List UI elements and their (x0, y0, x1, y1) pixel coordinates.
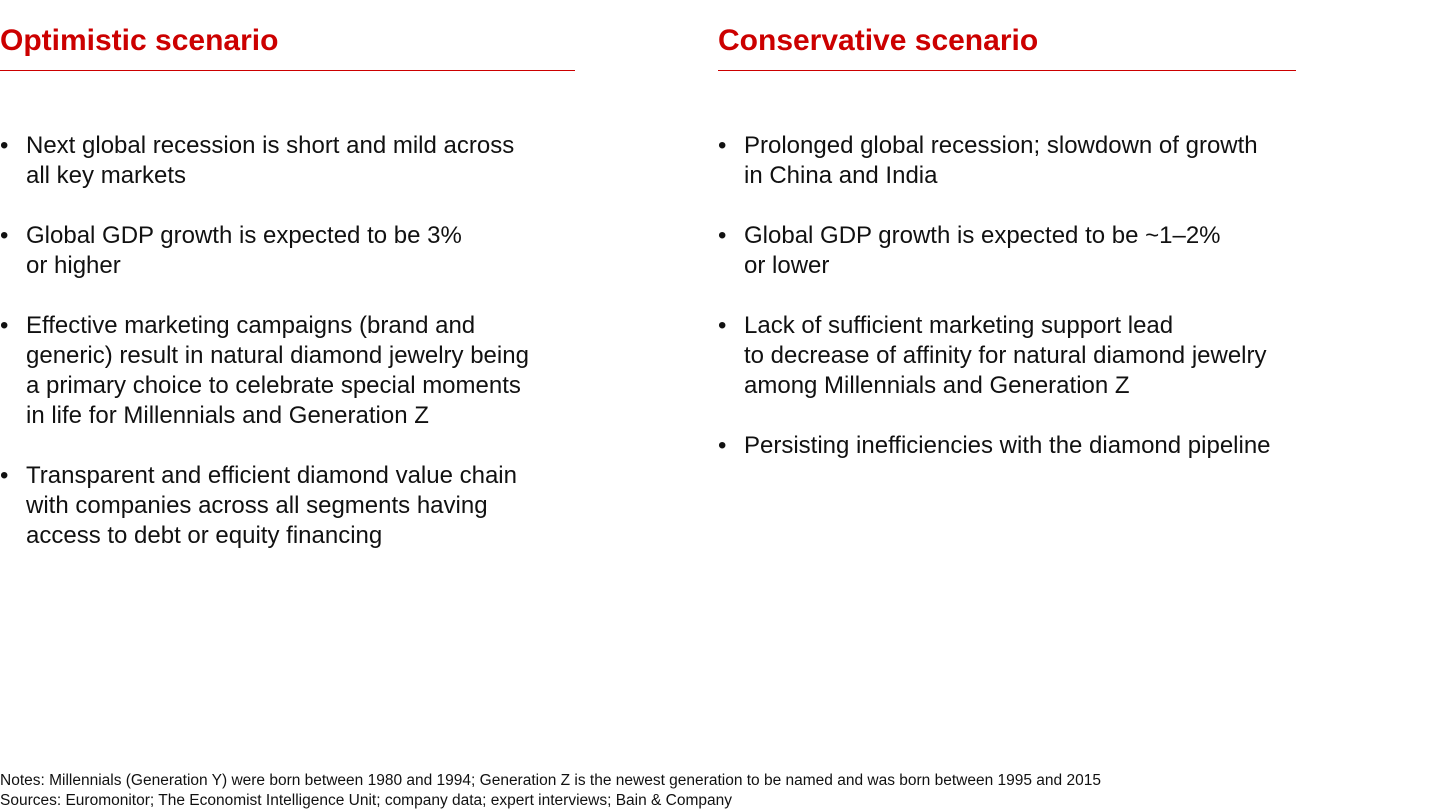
bullet-text-line: in life for Millennials and Generation Z (26, 402, 429, 429)
conservative-bullet-list (718, 131, 1296, 491)
bullet-text-line: Global GDP growth is expected to be ~1–2% (744, 222, 1221, 249)
conservative-scenario-title: Conservative scenario (718, 24, 1039, 57)
bullet-text-line: a primary choice to celebrate special moments (26, 372, 521, 399)
bullet-text-line: Global GDP growth is expected to be 3% (26, 222, 462, 249)
conservative-bullet-1 (718, 131, 1296, 191)
bullet-text-line: Prolonged global recession; slowdown of growth (744, 132, 1258, 159)
optimistic-bullet-3 (0, 311, 575, 431)
bullet-text-line: in China and India (744, 162, 938, 189)
bullet-text-line: Next global recession is short and mild across (26, 132, 515, 159)
optimistic-bullet-1 (0, 131, 575, 191)
notes-text: Notes: Millennials (Generation Y) were born between 1980 and 1994; Generation Z is the newest generation to be named and was born between 1995 and 2015 (0, 772, 1101, 789)
bullet-text-line: Lack of sufficient marketing support lead (744, 312, 1174, 339)
bullet-dot-icon: • (0, 132, 9, 159)
bullet-text-line: Persisting inefficiencies with the diamond pipeline (744, 432, 1271, 459)
bullet-text-line: all key markets (26, 162, 187, 189)
bullet-text-line: or lower (744, 252, 830, 279)
optimistic-bullet-4 (0, 461, 575, 551)
bullet-dot-icon: • (0, 462, 9, 489)
bullet-dot-icon: • (0, 222, 9, 249)
optimistic-bullet-list (0, 131, 575, 581)
sources-text: Sources: Euromonitor; The Economist Intelligence Unit; company data; expert interviews; Bain & Company (0, 792, 733, 809)
conservative-bullet-4 (718, 431, 1296, 461)
footnotes (0, 771, 1101, 811)
conservative-scenario-column (718, 0, 1296, 459)
bullet-text-line: access to debt or equity financing (26, 522, 383, 549)
optimistic-scenario-column (0, 0, 575, 549)
optimistic-scenario-title: Optimistic scenario (0, 24, 279, 57)
bullet-dot-icon: • (718, 132, 727, 159)
bullet-text-line: among Millennials and Generation Z (744, 372, 1130, 399)
bullet-text-line: with companies across all segments having (26, 492, 488, 519)
bullet-dot-icon: • (718, 432, 727, 459)
optimistic-title-divider (0, 70, 575, 71)
conservative-title-divider (718, 70, 1296, 71)
conservative-bullet-3 (718, 311, 1296, 401)
bullet-text-line: Effective marketing campaigns (brand and (26, 312, 476, 339)
bullet-dot-icon: • (0, 312, 9, 339)
optimistic-bullet-2 (0, 221, 575, 281)
bullet-dot-icon: • (718, 312, 727, 339)
bullet-text-line: or higher (26, 252, 121, 279)
bullet-text-line: generic) result in natural diamond jewelry being (26, 342, 529, 369)
conservative-bullet-2 (718, 221, 1296, 281)
bullet-text-line: Transparent and efficient diamond value chain (26, 462, 517, 489)
bullet-text-line: to decrease of affinity for natural diamond jewelry (744, 342, 1267, 369)
bullet-dot-icon: • (718, 222, 727, 249)
